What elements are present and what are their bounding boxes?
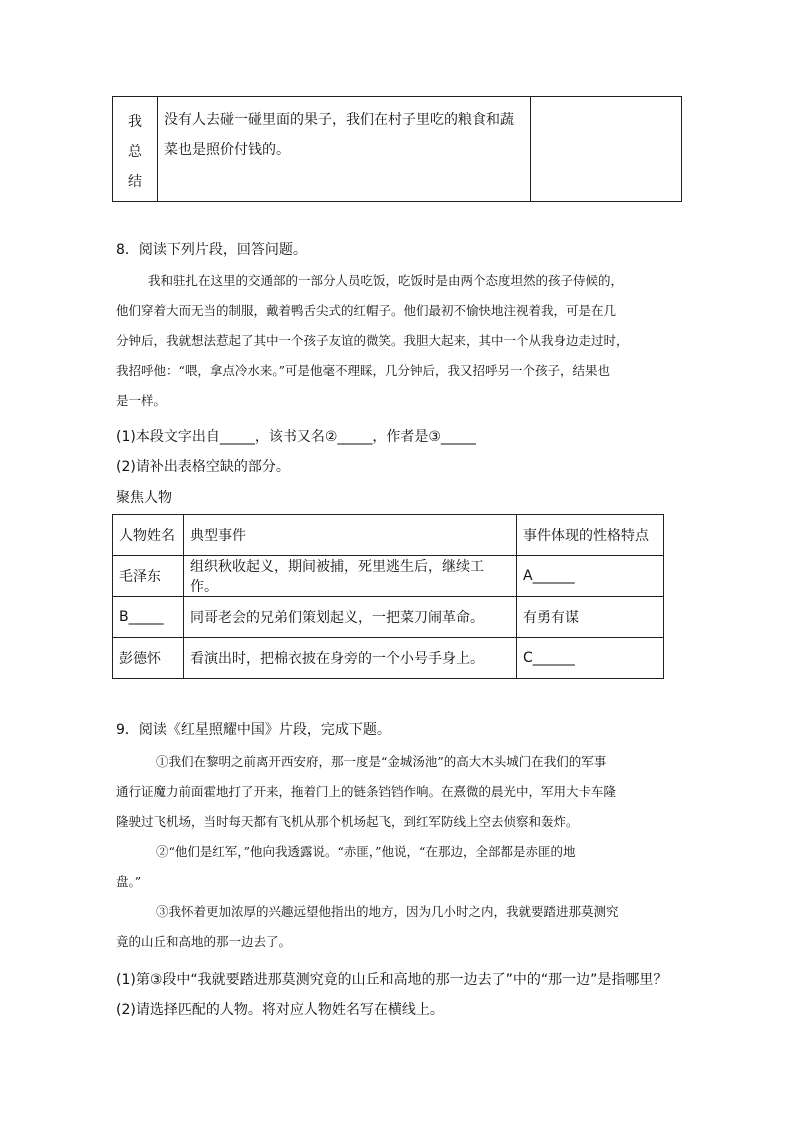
q8-sub1: (1)本段文字出自_____，该书又名②_____，作者是③_____ xyxy=(116,429,476,445)
q9-passage-line: 通行证魔力前面霍地打了开来，拖着门上的链条铛铛作响。在熹微的晨光中，军用大卡车隆 xyxy=(116,784,617,799)
q9-passage-line: 隆驶过飞机场，当时每天都有飞机从那个机场起飞，到红军防线上空去侦察和轰炸。 xyxy=(116,814,579,829)
summary-content-line: 菜也是照价付钱的。 xyxy=(164,142,290,158)
table-cell: A______ xyxy=(517,556,664,597)
table-header-cell: 事件体现的性格特点 xyxy=(517,515,664,556)
q9-passage-line: ①我们在黎明之前离开西安府，那一度是“金城汤池”的高大木头城门在我们的军事 xyxy=(156,754,607,769)
q9-passage-line: 盘。” xyxy=(116,874,142,889)
q8-passage xyxy=(116,266,682,416)
summary-label-char: 我 xyxy=(128,114,142,130)
table-cell: 有勇有谋 xyxy=(517,597,664,638)
q9-passage xyxy=(116,747,682,957)
table-header-row xyxy=(113,515,664,556)
q8-passage-line: 他们穿着大而无当的制服，戴着鸭舌尖式的红帽子。他们最初不愉快地注视着我，可是在几 xyxy=(116,303,617,318)
table-header-cell: 典型事件 xyxy=(184,515,517,556)
table-header-cell: 人物姓名 xyxy=(113,515,184,556)
summary-table xyxy=(112,96,682,202)
q8-character-table xyxy=(112,514,664,679)
summary-label-cell xyxy=(113,97,158,202)
q9-passage-line: 竟的山丘和高地的那一边去了。 xyxy=(116,934,292,949)
table-row xyxy=(113,556,664,597)
q9-passage-line: ③我怀着更加浓厚的兴趣远望他指出的地方，因为几小时之内，我就要踏进那莫测究 xyxy=(156,904,619,919)
q8-passage-line: 我和驻扎在这里的交通部的一部分人员吃饭，吃饭时是由两个态度坦然的孩子侍候的， xyxy=(148,273,624,288)
q9-sub1: (1)第③段中“我就要踏进那莫测究竟的山丘和高地的那一边去了”中的“那一边”是指哪里？ xyxy=(116,972,668,988)
table-cell: 彭德怀 xyxy=(113,638,184,679)
q8-passage-line: 分钟后，我就想法惹起了其中一个孩子友谊的微笑。我胆大起来，其中一个从我身边走过时， xyxy=(116,333,629,348)
summary-label-char: 结 xyxy=(128,174,142,190)
table-cell: C______ xyxy=(517,638,664,679)
table-cell: 看演出时，把棉衣披在身旁的一个小号手身上。 xyxy=(184,638,517,679)
table-row xyxy=(113,597,664,638)
table-cell: 组织秋收起义，期间被捕，死里逃生后，继续工作。 xyxy=(184,556,517,597)
q8-focus-label: 聚焦人物 xyxy=(116,490,172,506)
summary-empty-cell xyxy=(531,97,682,202)
q8-passage-line: 我招呼他：“喂，拿点冷水来。”可是他毫不理睬，几分钟后，我又招呼另一个孩子，结果也 xyxy=(116,363,611,378)
table-cell: B_____ xyxy=(113,597,184,638)
q9-passage-line: ②“他们是红军，”他向我透露说。“赤匪，”他说，“在那边，全部都是赤匪的地 xyxy=(156,844,576,859)
q8-title: 8．阅读下列片段，回答问题。 xyxy=(116,242,307,258)
q8-sub2: (2)请补出表格空缺的部分。 xyxy=(116,459,290,475)
table-cell: 同哥老会的兄弟们策划起义，一把菜刀闹革命。 xyxy=(184,597,517,638)
summary-content-line: 没有人去碰一碰里面的果子，我们在村子里吃的粮食和蔬 xyxy=(164,112,514,128)
summary-content-cell xyxy=(158,97,531,202)
table-cell: 毛泽东 xyxy=(113,556,184,597)
table-row xyxy=(113,638,664,679)
q8-passage-line: 是一样。 xyxy=(116,393,167,408)
q9-sub2: (2)请选择匹配的人物。将对应人物姓名写在横线上。 xyxy=(116,1002,444,1018)
q9-title: 9．阅读《红星照耀中国》片段，完成下题。 xyxy=(116,722,391,738)
summary-label-char: 总 xyxy=(128,144,142,160)
